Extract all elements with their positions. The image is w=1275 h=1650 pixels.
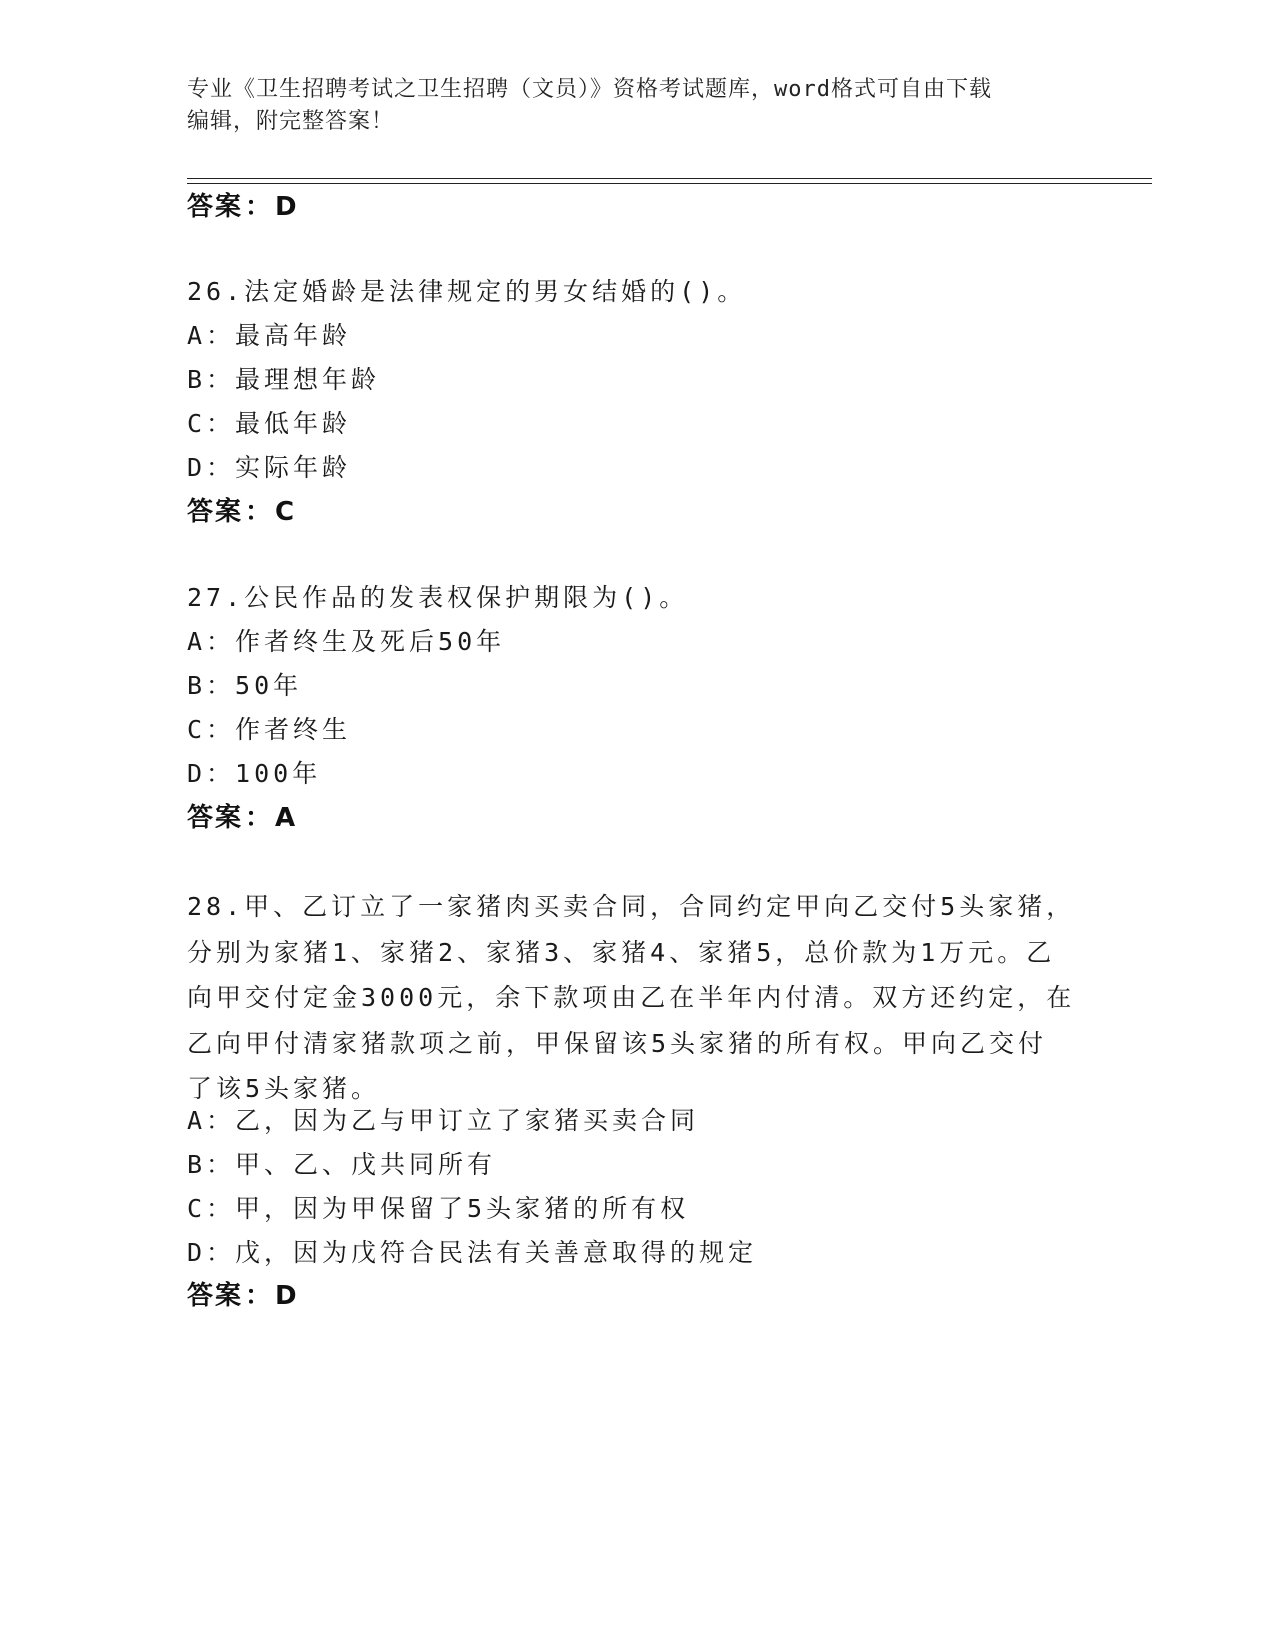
answer-separator: ： — [245, 497, 274, 527]
question-26-option-d: D：实际年龄 — [187, 453, 352, 482]
question-27-option-d: D：100年 — [187, 759, 322, 788]
question-27-answer — [187, 802, 297, 834]
question-28-stem-line: 分别为家猪1、家猪2、家猪3、家猪4、家猪5，总价款为1万元。乙 — [187, 937, 1056, 967]
answer-label: 答案 — [187, 497, 244, 527]
question-28-option-d: D：戊，因为戊符合民法有关善意取得的规定 — [187, 1238, 758, 1267]
document-header — [187, 74, 1067, 138]
answer-value: C — [275, 497, 297, 527]
answer-separator: ： — [245, 803, 274, 833]
question-28-stem-line: 乙向甲付清家猪款项之前，甲保留该5头家猪的所有权。甲向乙交付 — [187, 1028, 1048, 1058]
answer-separator: ： — [245, 1281, 274, 1311]
question-28-stem — [187, 884, 1087, 1112]
question-28-option-a: A：乙，因为乙与甲订立了家猪买卖合同 — [187, 1106, 700, 1135]
answer-separator: ： — [245, 192, 274, 222]
question-28-answer — [187, 1280, 299, 1312]
question-26-stem: 26.法定婚龄是法律规定的男女结婚的()。 — [187, 277, 747, 306]
answer-label: 答案 — [187, 1281, 244, 1311]
question-27-option-c: C：作者终生 — [187, 715, 352, 744]
question-28-stem-line: 了该5头家猪。 — [187, 1074, 381, 1103]
answer-value: A — [275, 803, 298, 833]
header-line-1: 专业《卫生招聘考试之卫生招聘（文员）》资格考试题库，word格式可自由下载 — [187, 77, 992, 102]
question-27-option-a: A：作者终生及死后50年 — [187, 627, 506, 656]
question-28-stem-line: 向甲交付定金3000元，余下款项由乙在半年内付清。双方还约定，在 — [187, 983, 1076, 1012]
question-28-option-c: C：甲，因为甲保留了5头家猪的所有权 — [187, 1194, 690, 1223]
answer-line-prev — [187, 191, 299, 223]
question-26-option-c: C：最低年龄 — [187, 409, 352, 438]
question-27-option-b: B：50年 — [187, 671, 303, 700]
header-rule-top — [187, 178, 1152, 179]
question-26-answer — [187, 496, 296, 528]
question-27-stem: 27.公民作品的发表权保护期限为()。 — [187, 583, 689, 612]
answer-value: D — [275, 192, 299, 222]
question-28-option-b: B：甲、乙、戊共同所有 — [187, 1150, 497, 1179]
answer-value: D — [275, 1281, 299, 1311]
header-rule-bottom — [187, 183, 1152, 184]
answer-label: 答案 — [187, 192, 244, 222]
question-28-stem-line: 28.甲、乙订立了一家猪肉买卖合同，合同约定甲向乙交付5头家猪， — [187, 892, 1076, 921]
header-line-2: 编辑，附完整答案！ — [187, 109, 395, 134]
answer-label: 答案 — [187, 803, 244, 833]
question-26-option-b: B：最理想年龄 — [187, 365, 381, 394]
question-26-option-a: A：最高年龄 — [187, 321, 352, 350]
